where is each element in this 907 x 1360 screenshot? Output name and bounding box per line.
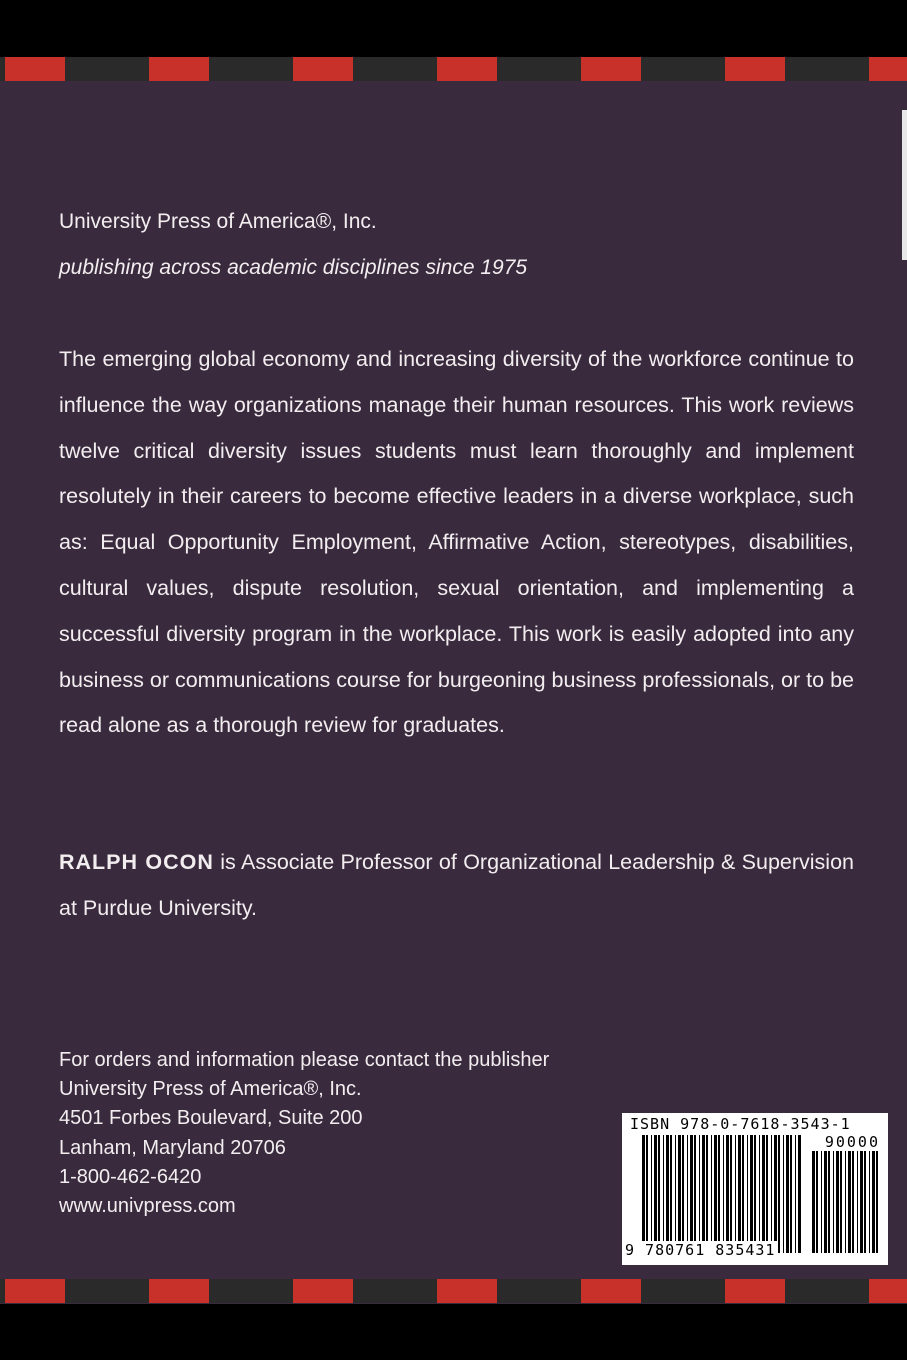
contact-website: www.univpress.com <box>59 1195 236 1218</box>
ean-bars <box>642 1135 802 1253</box>
bottom-stripe <box>0 1279 907 1303</box>
publisher-name: University Press of America®, Inc. <box>59 210 377 233</box>
spine-edge <box>902 110 907 260</box>
contact-street: 4501 Forbes Boulevard, Suite 200 <box>59 1107 363 1130</box>
author-name: RALPH OCON <box>59 850 214 874</box>
contact-city: Lanham, Maryland 20706 <box>59 1136 286 1159</box>
price-code-label: 90000 <box>824 1133 880 1151</box>
book-description: The emerging global economy and increasing diversity of the workforce continue to influence the way organizations manage their human resources. This work reviews twelve critical diversity issues students must learn thoroughly and implement resolutely in their careers to become effective leaders in a diverse workplace, such as: Equal Opportunity Employment, Affirmative Action, stereotypes, disabilities, cultural values, dispute resolution, sexual orientation, and implementing a successful diversity program in the workplace. This work is easily adopted into any business or communications course for burgeoning business professionals, or to be read alone as a thorough review for graduates. <box>59 347 854 738</box>
addon-bars <box>812 1151 880 1253</box>
isbn-barcode <box>622 1113 888 1265</box>
contact-publisher: University Press of America®, Inc. <box>59 1078 362 1101</box>
contact-phone: 1-800-462-6420 <box>59 1165 202 1188</box>
publisher-tagline: publishing across academic disciplines since 1975 <box>59 256 528 279</box>
top-stripe <box>0 57 907 81</box>
ean-digits: 9 780761 835431 <box>625 1241 776 1259</box>
author-bio: is Associate Professor of Organizational Leadership & Supervision at Purdue University. <box>59 850 854 920</box>
isbn-label: ISBN 978-0-7618-3543-1 <box>630 1115 851 1133</box>
contact-intro: For orders and information please contact the publisher <box>59 1049 550 1071</box>
author-bio-block <box>59 840 854 932</box>
